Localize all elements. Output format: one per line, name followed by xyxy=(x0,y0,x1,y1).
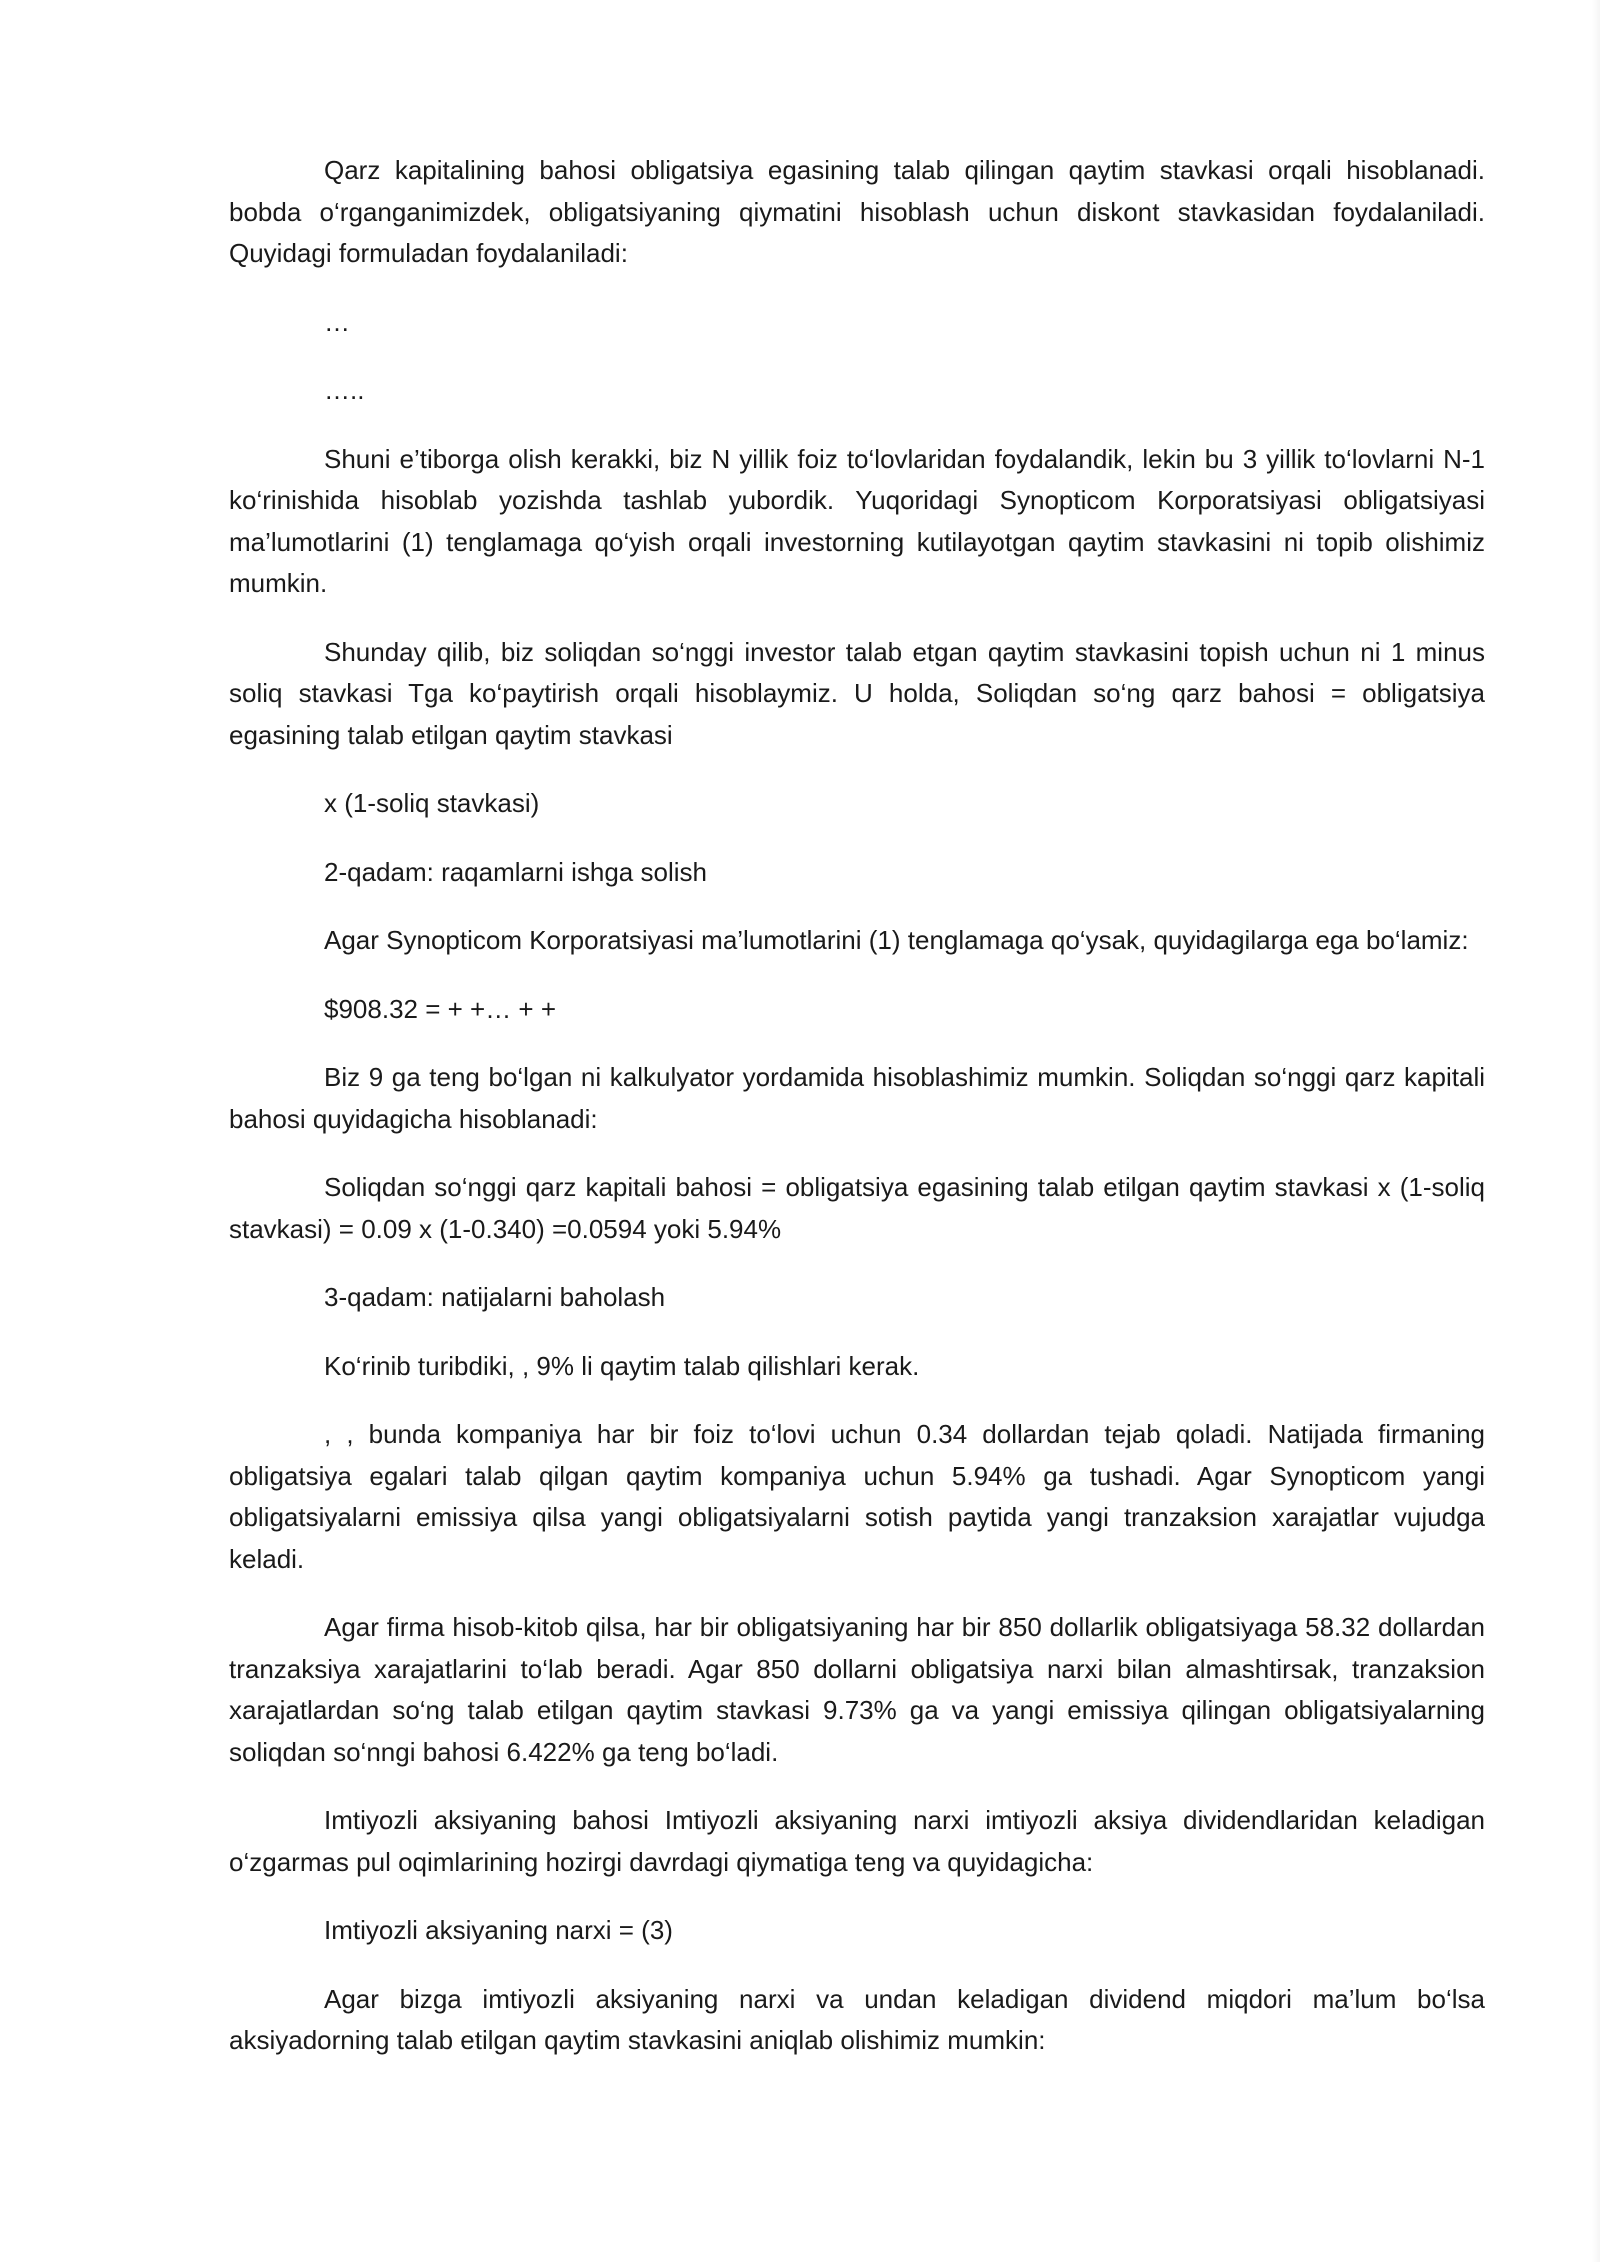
paragraph-transaction-costs: Agar firma hisob-kitob qilsa, har bir obligatsiyaning har bir 850 dollarlik obligatsiyaga 58.32 dollardan tranzaksiya xarajatlarini to‘lab beradi. Agar 850 dollarni obligatsiya narxi bilan almashtirsak, tranzaksion xarajatlardan so‘ng talab etilgan qaytim stavkasi 9.73% ga va yangi emissiya qilingan obligatsiyalarning soliqdan so‘nngi bahosi 6.422% ga teng bo‘ladi. xyxy=(229,1612,1485,1767)
paragraph-substitute-data: Agar Synopticom Korporatsiyasi ma’lumotlarini (1) tenglamaga qo‘ysak, quyidagilarga ega bo‘lamiz: xyxy=(324,925,1469,955)
formula-bond-price: $908.32 = + +… + + xyxy=(324,993,557,1024)
paragraph-preferred-stock: Imtiyozli aksiyaning bahosi Imtiyozli aksiyaning narxi imtiyozli aksiya dividendlaridan keladigan o‘zgarmas pul oqimlarining hozirgi davrdagi qiymatiga teng va quyidagicha: xyxy=(229,1805,1485,1877)
page-edge-shadow xyxy=(1592,0,1600,2262)
step-3-heading: 3-qadam: natijalarni baholash xyxy=(324,1282,666,1312)
paragraph-after-tax-cost: Shunday qilib, biz soliqdan so‘nggi investor talab etgan qaytim stavkasini topish uchun ni 1 minus soliq stavkasi Tga ko‘paytirish orqali hisoblaymiz. U holda, Soliqdan so‘ng qarz bahosi = obligatsiya egasining talab etilgan qaytim stavkasi xyxy=(229,636,1485,750)
paragraph-tax-savings: , , bunda kompaniya har bir foiz to‘lovi uchun 0.34 dollardan tejab qoladi. Natijada firmaning obligatsiya egalari talab qilgan qaytim kompaniya uchun 5.94% ga tushadi. Agar Synopticom yangi obligatsiyalarni emissiya qilsa yangi obligatsiyalarni sotish paytida yangi tranzaksion xarajatlar vujudga keladi. xyxy=(229,1419,1485,1574)
formula-tax-multiplier: x (1-soliq stavkasi) xyxy=(324,788,540,818)
document-body xyxy=(229,150,1485,2089)
paragraph-debt-cost-intro: Qarz kapitalining bahosi obligatsiya egasining talab qilingan qaytim stavkasi orqali hisoblanadi. bobda o‘rganganimizdek, obligatsiyaning qiymatini hisoblash uchun diskont stavkasidan foydalaniladi. Quyidagi formuladan foydalaniladi: xyxy=(229,155,1485,268)
paragraph-required-return: Ko‘rinib turibdiki, , 9% li qaytim talab qilishlari kerak. xyxy=(324,1350,920,1381)
paragraph-calculator: Biz 9 ga teng bo‘lgan ni kalkulyator yordamida hisoblashimiz mumkin. Soliqdan so‘nggi qarz kapitali bahosi quyidagicha hisoblanadi: xyxy=(229,1062,1485,1134)
formula-ellipsis-2: ….. xyxy=(324,375,365,405)
paragraph-preferred-return: Agar bizga imtiyozli aksiyaning narxi va undan keladigan dividend miqdori ma’lum bo‘lsa aksiyadorning talab etilgan qaytim stavkasini aniqlab olishimiz mumkin: xyxy=(229,1983,1485,2055)
formula-ellipsis-1: … xyxy=(324,306,350,337)
paragraph-after-tax-result: Soliqdan so‘nggi qarz kapitali bahosi = obligatsiya egasining talab etilgan qaytim stavkasi x (1-soliq stavkasi) = 0.09 x (1-0.340) =0.0594 yoki 5.94% xyxy=(229,1172,1485,1244)
step-2-heading: 2-qadam: raqamlarni ishga solish xyxy=(324,856,707,887)
formula-preferred-price: Imtiyozli aksiyaning narxi = (3) xyxy=(324,1915,673,1945)
paragraph-note-n-payments: Shuni e’tiborga olish kerakki, biz N yillik foiz to‘lovlaridan foydalandik, lekin bu 3 yillik to‘lovlarni N-1 ko‘rinishida hisoblab yozishda tashlab yubordik. Yuqoridagi Synopticom Korporatsiyasi obligatsiyasi ma’lumotlarini (1) tenglamaga qo‘yish orqali investorning kutilayotgan qaytim stavkasini ni topib olishimiz mumkin. xyxy=(229,443,1485,598)
